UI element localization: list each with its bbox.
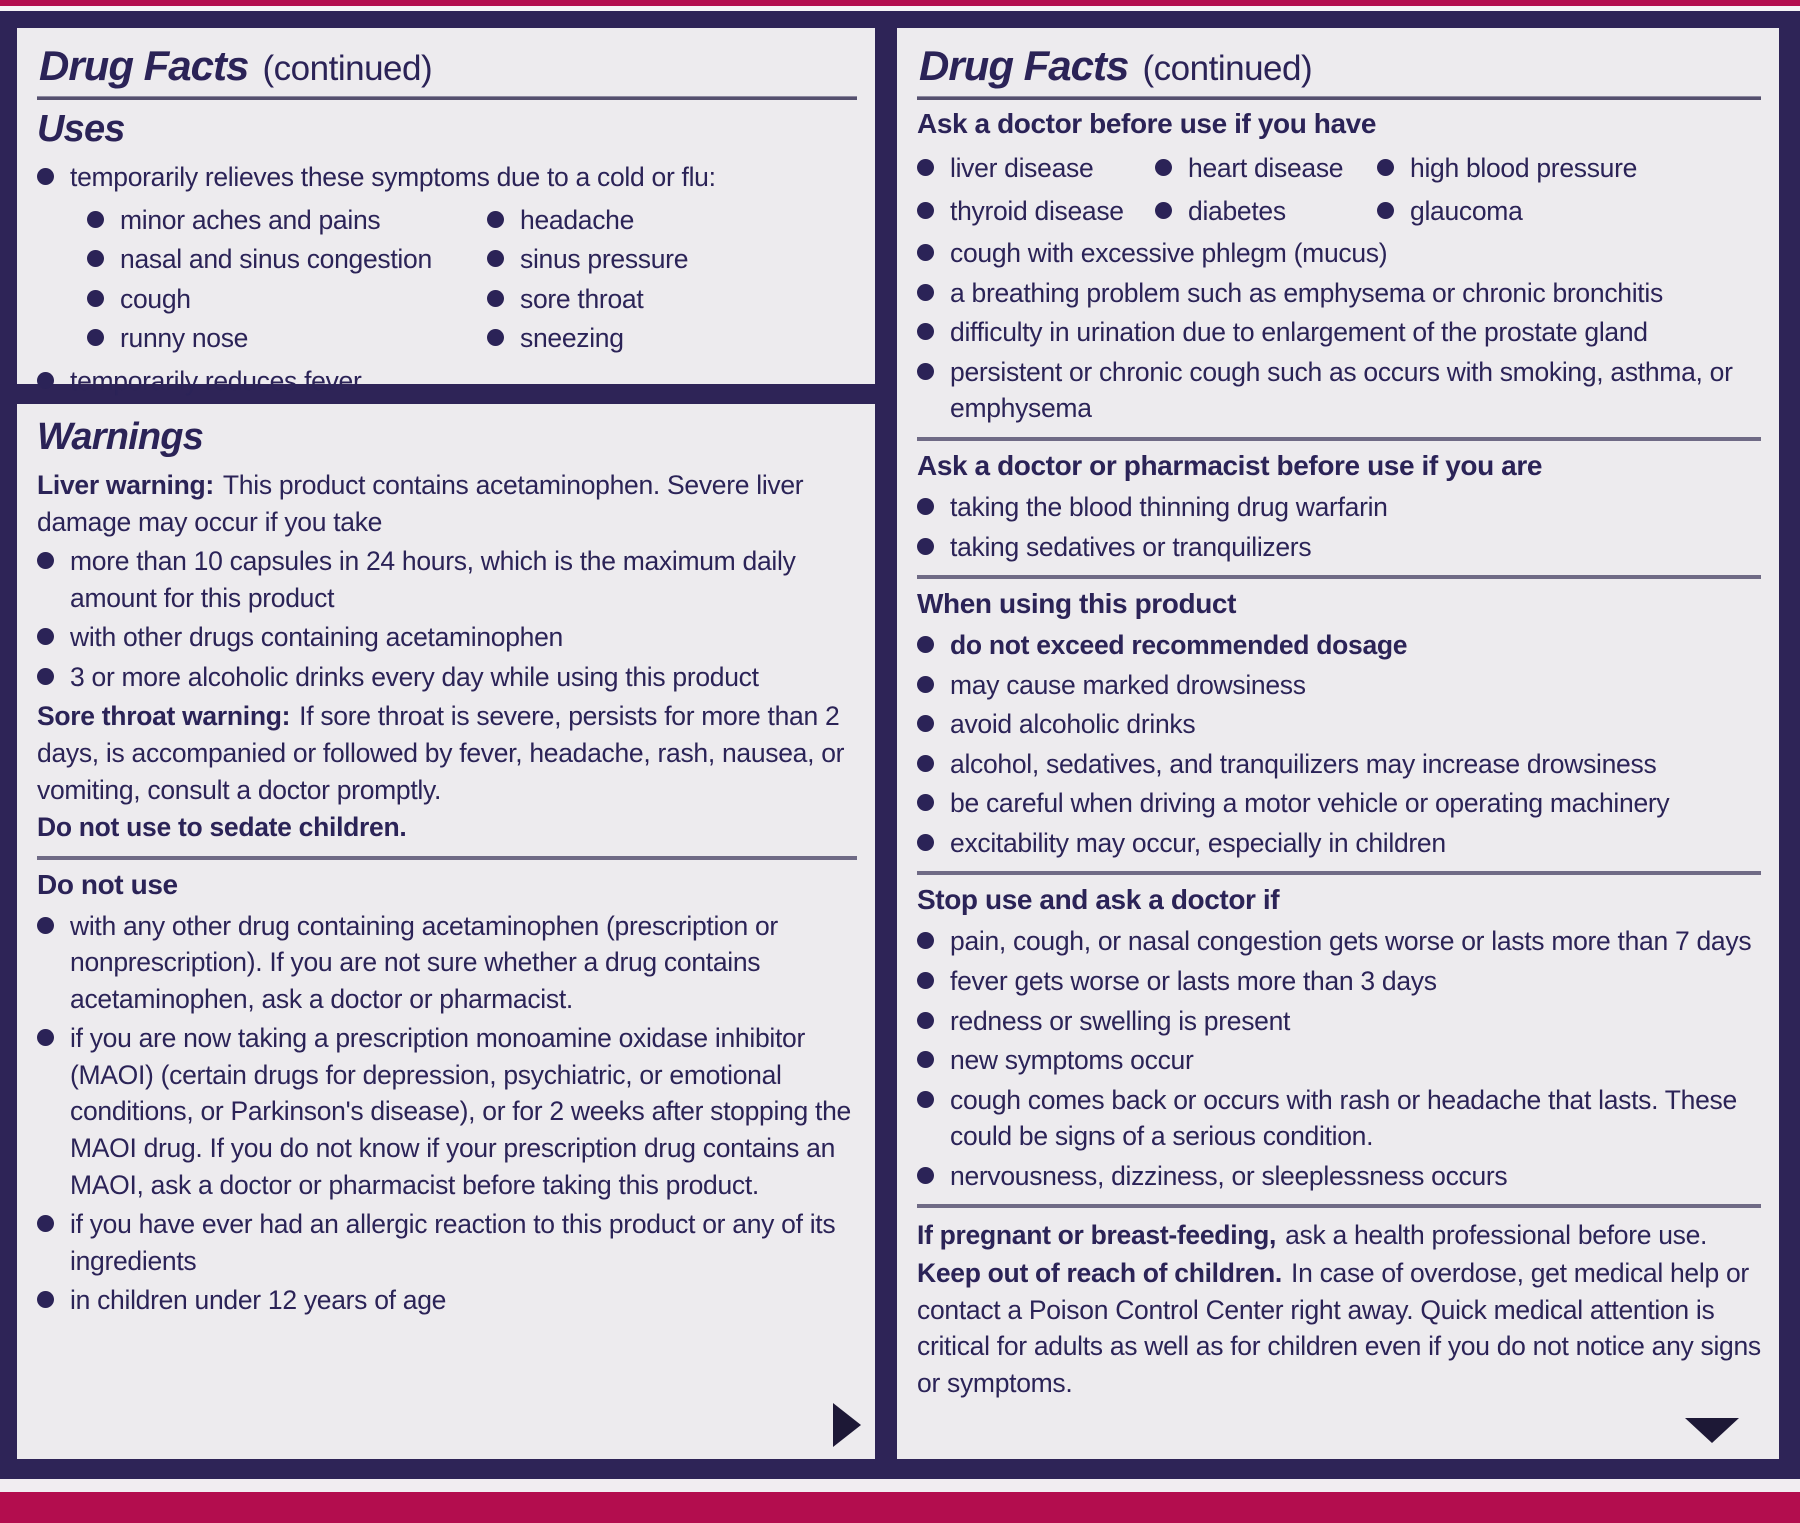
bullet-dot <box>917 676 934 693</box>
liver-warning-lead: Liver warning: <box>37 470 214 500</box>
section-rule <box>917 871 1761 875</box>
bullet-dot <box>917 755 934 772</box>
left-column <box>13 24 879 1463</box>
drug-facts-continued: (continued) <box>1142 49 1313 88</box>
bullet-text: temporarily reduces fever <box>70 365 362 396</box>
bullet-text: excitability may occur, especially in children <box>950 827 1446 858</box>
bullet-text: be careful when driving a motor vehicle or operating machinery <box>950 788 1670 819</box>
keep-out-of-reach-note <box>917 1255 1761 1401</box>
condition-grid <box>917 147 1761 232</box>
bullet-text: heart disease <box>1188 153 1344 183</box>
bullet-text: thyroid disease <box>950 195 1124 226</box>
bullet-dot <box>37 168 54 185</box>
bullet-item <box>87 202 487 239</box>
drug-facts-continued: (continued) <box>262 49 433 88</box>
bullet-item <box>87 320 487 357</box>
bullet-text: in children under 12 years of age <box>70 1285 447 1316</box>
bullet-item <box>917 1158 1761 1195</box>
bullet-dot <box>917 1051 934 1068</box>
bullet-dot <box>37 1029 54 1046</box>
ask-pharmacist-heading: Ask a doctor or pharmacist before use if you are <box>917 449 1542 481</box>
bullet-dot <box>1155 202 1172 219</box>
bullet-text: a breathing problem such as emphysema or chronic bronchitis <box>950 277 1663 308</box>
pregnant-note-lead: If pregnant or breast-feeding, <box>917 1220 1277 1251</box>
bullet-dot <box>917 636 934 653</box>
bullet-text: more than 10 capsules in 24 hours, which is the maximum daily amount for this product <box>70 546 796 613</box>
warnings-heading: Warnings <box>37 416 204 458</box>
bullet-text: pain, cough, or nasal congestion gets worse or lasts more than 7 days <box>950 926 1752 957</box>
do-not-use-heading: Do not use <box>37 868 178 900</box>
bullet-text: redness or swelling is present <box>950 1005 1291 1036</box>
drug-facts-title: Drug Facts <box>919 42 1129 89</box>
section-rule <box>917 437 1761 441</box>
bottom-crimson-band <box>0 1492 1800 1523</box>
bullet-text: runny nose <box>120 323 249 354</box>
bullet-item <box>917 1042 1761 1079</box>
bullet-dot <box>917 1012 934 1029</box>
bullet-text: avoid alcoholic drinks <box>950 709 1196 740</box>
title-rule <box>917 96 1761 100</box>
bullet-item <box>487 241 857 278</box>
bullet-item <box>917 275 1761 312</box>
bullet-item <box>487 281 857 318</box>
bullet-dot <box>37 668 54 685</box>
pregnant-note-text: ask a health professional before use. <box>1285 1220 1708 1251</box>
bottom-white-band <box>0 1479 1800 1492</box>
bullet-item <box>917 963 1761 1000</box>
bullet-item <box>37 908 857 1018</box>
bullet-text: liver disease <box>950 153 1094 183</box>
bullet-dot <box>917 159 934 176</box>
liver-warning-text: This product contains acetaminophen. Severe liver damage may occur if you take <box>37 470 804 537</box>
bullet-text: 3 or more alcoholic drinks every day while using this product <box>70 661 759 692</box>
bullet-text: headache <box>520 204 635 235</box>
section-rule <box>917 575 1761 579</box>
bullet-dot <box>37 552 54 569</box>
do-not-sedate-note: Do not use to sedate children. <box>37 812 407 843</box>
bullet-item <box>917 1003 1761 1040</box>
bullet-dot <box>917 715 934 732</box>
bullet-dot <box>917 323 934 340</box>
bullet-text: nasal and sinus congestion <box>120 244 432 275</box>
bullet-dot <box>37 372 54 389</box>
bullet-dot <box>917 794 934 811</box>
bullet-text: do not exceed recommended dosage <box>950 630 1408 661</box>
drug-facts-title: Drug Facts <box>39 42 249 89</box>
bullet-text: may cause marked drowsiness <box>950 669 1306 700</box>
symptom-col-2 <box>487 199 857 360</box>
symptom-col-1 <box>87 199 487 360</box>
ask-doctor-heading: Ask a doctor before use if you have <box>917 108 1377 139</box>
bullet-text: minor aches and pains <box>120 204 381 235</box>
bullet-dot <box>917 1167 934 1184</box>
bullet-dot <box>917 538 934 555</box>
bullet-text: cough with excessive phlegm (mucus) <box>950 238 1388 269</box>
bullet-text: if you are now taking a prescription monoamine oxidase inhibitor (MAOI) (certain drugs for depression, psychiatric, or emotional conditions, or Parkinson's disease), or for 2 weeks after stopping the MAOI drug. If you do not know if your prescription drug contains an MAOI, ask a doctor or pharmacist before taking this product. <box>70 1023 851 1200</box>
bullet-item <box>917 529 1761 566</box>
bullet-text: diabetes <box>1188 195 1286 226</box>
bullet-dot <box>917 363 934 380</box>
bullet-item <box>37 1020 857 1203</box>
bullet-text: high blood pressure <box>1410 153 1638 183</box>
bullet-item <box>37 659 857 696</box>
when-using-heading: When using this product <box>917 588 1236 620</box>
bullet-item <box>37 619 857 656</box>
bullet-dot <box>917 498 934 515</box>
bullet-item <box>87 281 487 318</box>
bullet-item <box>917 706 1761 743</box>
continue-right-arrow-icon <box>833 1403 861 1447</box>
bullet-item <box>917 150 1155 187</box>
bullet-item <box>917 746 1761 783</box>
bullet-item <box>487 320 857 357</box>
right-column <box>893 24 1783 1463</box>
sore-throat-warning-paragraph <box>37 698 857 808</box>
bullet-dot <box>917 202 934 219</box>
bullet-dot <box>1377 202 1394 219</box>
bullet-dot <box>87 250 104 267</box>
bullet-dot <box>917 932 934 949</box>
bullet-text: if you have ever had an allergic reaction to this product or any of its ingredients <box>70 1209 836 1276</box>
bullet-dot <box>87 211 104 228</box>
stop-use-heading: Stop use and ask a doctor if <box>917 884 1280 916</box>
bullet-item <box>917 923 1761 960</box>
bullet-item <box>917 489 1761 526</box>
bullet-item <box>917 627 1761 664</box>
warnings-panel <box>13 400 879 1463</box>
bullet-dot <box>917 1091 934 1108</box>
keep-out-lead: Keep out of reach of children. <box>917 1257 1282 1288</box>
bullet-dot <box>917 244 934 261</box>
bullet-text: with any other drug containing acetaminophen (prescription or nonprescription). If you are not sure whether a drug contains acetaminophen, ask a doctor or pharmacist. <box>70 910 778 1014</box>
bullet-text: cough <box>120 283 191 314</box>
bullet-dot <box>87 290 104 307</box>
bullet-item <box>37 159 857 196</box>
bullet-item <box>37 1282 857 1319</box>
bullet-text: sinus pressure <box>520 244 689 275</box>
bullet-item <box>37 1206 857 1279</box>
bullet-item <box>37 543 857 616</box>
bullet-item <box>917 667 1761 704</box>
section-rule <box>37 856 857 860</box>
bullet-dot <box>917 834 934 851</box>
pregnant-note <box>917 1217 1761 1254</box>
bullet-item <box>1155 193 1377 230</box>
bullet-dot <box>1155 159 1172 176</box>
bullet-text: sneezing <box>520 323 624 354</box>
bullet-item <box>87 241 487 278</box>
bullet-text: nervousness, dizziness, or sleeplessness occurs <box>950 1160 1508 1191</box>
bullet-text: glaucoma <box>1410 195 1523 226</box>
keep-out-text: In case of overdose, get medical help or contact a Poison Control Center right away. Quick medical attention is critical for adults as well as for children even if you do not notice any signs or symptoms. <box>917 1257 1761 1398</box>
uses-symptom-grid <box>87 199 857 360</box>
label-body <box>0 11 1800 1479</box>
bullet-text: new symptoms occur <box>950 1045 1194 1076</box>
bullet-item <box>917 314 1761 351</box>
continue-down-arrow-icon <box>1685 1418 1739 1443</box>
bullet-text: persistent or chronic cough such as occurs with smoking, asthma, or emphysema <box>950 356 1733 424</box>
uses-panel <box>13 24 879 396</box>
bullet-item <box>37 363 857 400</box>
bullet-item <box>1377 193 1761 230</box>
bullet-item <box>487 202 857 239</box>
bullet-text: temporarily relieves these symptoms due to a cold or flu: <box>70 162 716 192</box>
panel-title <box>39 42 857 90</box>
sore-throat-warning-lead: Sore throat warning: <box>37 701 291 732</box>
bullet-dot <box>487 211 504 228</box>
bullet-dot <box>917 972 934 989</box>
bullet-dot <box>37 628 54 645</box>
bullet-dot <box>487 250 504 267</box>
section-rule <box>917 1204 1761 1208</box>
title-rule <box>37 96 857 100</box>
bullet-dot <box>37 917 54 934</box>
bullet-text: with other drugs containing acetaminophen <box>70 622 563 653</box>
bullet-item <box>917 1082 1761 1155</box>
bullet-item <box>1377 150 1761 187</box>
bullet-item <box>917 825 1761 862</box>
bullet-dot <box>487 290 504 307</box>
bullet-dot <box>87 329 104 346</box>
bullet-text: alcohol, sedatives, and tranquilizers may increase drowsiness <box>950 748 1657 779</box>
bullet-dot <box>1377 159 1394 176</box>
bullet-dot <box>487 329 504 346</box>
bullet-dot <box>917 284 934 301</box>
liver-warning-paragraph <box>37 467 857 540</box>
bullet-text: cough comes back or occurs with rash or headache that lasts. These could be signs of a serious condition. <box>950 1084 1737 1152</box>
bullet-item <box>1155 150 1377 187</box>
panel-title <box>919 42 1761 90</box>
bullet-text: taking sedatives or tranquilizers <box>950 531 1312 562</box>
bullet-text: fever gets worse or lasts more than 3 days <box>950 966 1437 996</box>
uses-heading: Uses <box>37 108 125 150</box>
bullet-text: difficulty in urination due to enlargement of the prostate gland <box>950 317 1648 348</box>
bullet-item <box>917 235 1761 272</box>
sore-throat-warning-text: If sore throat is severe, persists for more than 2 days, is accompanied or followed by fever, headache, rash, nausea, or vomiting, consult a doctor promptly. <box>37 701 845 805</box>
bullet-item <box>917 354 1761 427</box>
bullet-text: taking the blood thinning drug warfarin <box>950 491 1388 522</box>
bullet-dot <box>37 1215 54 1232</box>
bullet-dot <box>37 1291 54 1308</box>
bullet-item <box>917 785 1761 822</box>
bullet-text: sore throat <box>520 283 644 314</box>
bullet-item <box>917 193 1155 230</box>
right-drug-facts-panel <box>893 24 1783 1463</box>
